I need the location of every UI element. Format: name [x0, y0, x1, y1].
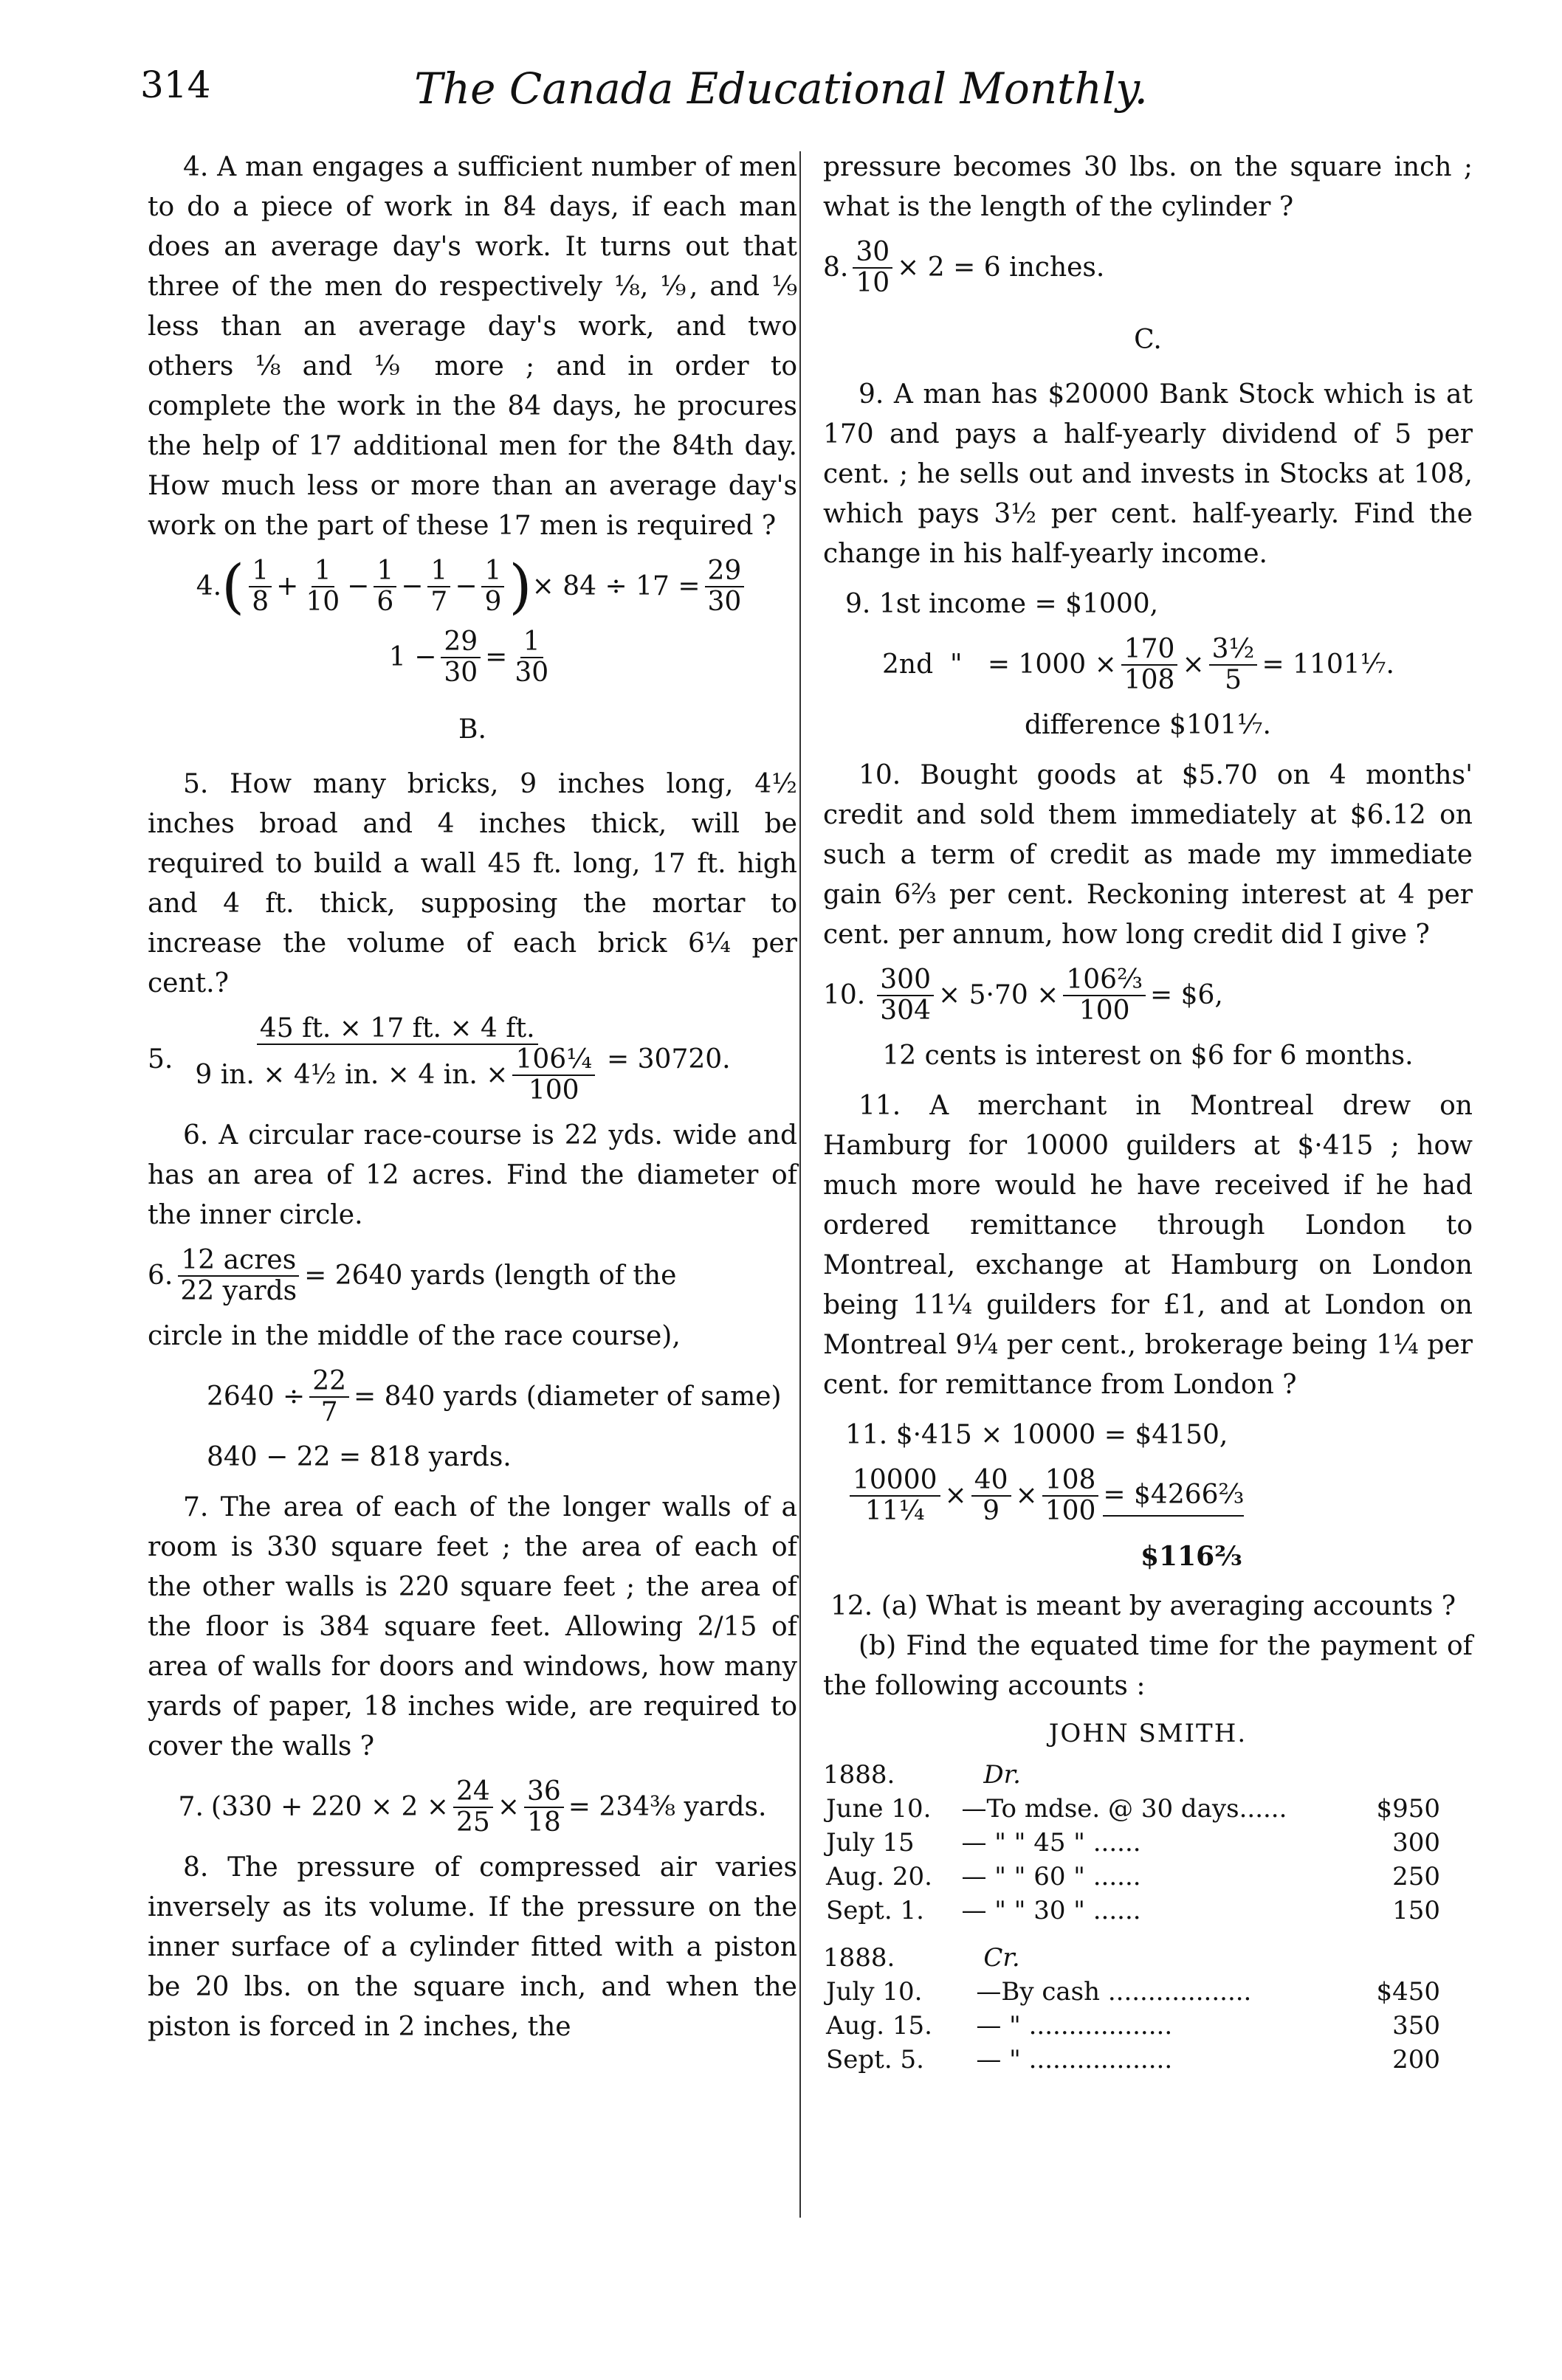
- sol-text: × 2 = 6 inches.: [897, 252, 1105, 283]
- open-paren: (: [221, 552, 245, 621]
- ledger-desc: — " ..................: [976, 2011, 1173, 2041]
- section-b-heading: B.: [458, 714, 486, 745]
- ledger-cr-label: Cr.: [983, 1943, 1020, 1973]
- ledger-amount: $450: [1376, 1977, 1440, 2007]
- fraction: $\frac{30}{10}$: [853, 238, 892, 298]
- fraction: $\frac{170}{108}$: [1121, 635, 1178, 695]
- problem-4: 4. A man engages a sufficient number of men to do a piece of work in 84 days, if each man does an average day's work. It turns out that three of the men do respectively ⅛, ⅑, and ⅑ less than an average day's work, and two others ⅛ and ⅑ more ; and in order to complete the work in the 84 days, he procures the help of 17 additional men for the 84th day. How much less or more than an average day's work on the part of these 17 men is required ?: [148, 152, 797, 541]
- sol-text: ×: [944, 1480, 967, 1511]
- sol-label: 6.: [148, 1260, 173, 1291]
- solution-9-line1: 9. 1st income = $1000,: [845, 589, 1159, 619]
- fraction: $\frac{29}{30}$: [705, 556, 745, 617]
- close-paren: ): [509, 552, 532, 621]
- sol-text: 2640 ÷: [207, 1382, 306, 1412]
- solution-6-line2: [148, 1367, 797, 1427]
- sol-text: =: [485, 642, 508, 672]
- solution-10: [823, 965, 1473, 1026]
- problem-12b: (b) Find the equated time for the payment of the following accounts :: [823, 1631, 1473, 1701]
- problem-10: 10. Bought goods at $5.70 on 4 months' credit and sold them immediately at $6.12 on such a term of credit as made my immediate gain 6⅔ per cent. Reckoning interest at 4 per cent. per annum, how long credit did I give ?: [823, 760, 1473, 950]
- ledger-desc: — " ..................: [976, 2045, 1173, 2074]
- ledger-amount: 200: [1392, 2045, 1440, 2074]
- fraction: $\frac{108}{100}$: [1042, 1466, 1099, 1526]
- sol-text: ×: [1015, 1480, 1038, 1511]
- ledger-debits-table: [823, 1792, 1443, 1928]
- page-number: 314: [140, 63, 211, 106]
- ledger-name: JOHN SMITH.: [1048, 1719, 1248, 1748]
- ledger-row: [823, 1894, 1443, 1928]
- solution-4-line2: [148, 627, 797, 688]
- sol-text: (330 + 220 × 2 ×: [210, 1792, 449, 1822]
- column-divider: [799, 151, 801, 2218]
- sol-text: = $6,: [1149, 980, 1223, 1010]
- problem-5: 5. How many bricks, 9 inches long, 4½ inches broad and 4 inches thick, will be required to build a wall 45 ft. long, 17 ft. high and 4 ft. thick, supposing the mortar to increase the volume of each brick 6¼ per cent.?: [148, 769, 797, 998]
- ledger-desc: — " " 45 " ......: [961, 1828, 1141, 1858]
- page-header: [0, 63, 1562, 123]
- fraction: $\frac{1}{8}$: [249, 556, 272, 617]
- problem-12a: 12. (a) What is meant by averaging accounts ?: [830, 1591, 1456, 1621]
- sol-text: × 5·70 ×: [937, 980, 1059, 1010]
- sol-text: = 2640 yards (length of the: [304, 1260, 677, 1291]
- ledger-row: [823, 2009, 1443, 2043]
- running-title: The Canada Educational Monthly.: [414, 63, 1148, 114]
- ledger-credits-table: [823, 1975, 1443, 2077]
- fraction: 45 ft. × 17 ft. × 4 ft. 9 in. × 4½ in. × 4 in. × $\frac{\text{106¼}}{100}$: [192, 1014, 602, 1106]
- ledger-desc: — " " 60 " ......: [961, 1862, 1141, 1891]
- fraction: $\frac{\text{3½}}{5}$: [1209, 635, 1258, 695]
- sol-text: 2nd " = 1000 ×: [882, 649, 1117, 680]
- solution-6-line1: [148, 1246, 797, 1306]
- sol-text: = 1101⅐.: [1262, 649, 1394, 680]
- solution-11-line2: [823, 1466, 1473, 1526]
- sol-label: 10.: [823, 980, 866, 1010]
- solution-10-note: 12 cents is interest on $6 for 6 months.: [882, 1041, 1414, 1071]
- ledger-year: 1888.: [823, 1760, 895, 1790]
- solution-5: [148, 1014, 797, 1106]
- ledger-desc: — " " 30 " ......: [961, 1896, 1141, 1925]
- ledger-amount: 250: [1392, 1862, 1440, 1891]
- fraction: $\frac{1}{6}$: [374, 556, 396, 617]
- ledger-row: [823, 1826, 1443, 1860]
- fraction: $\frac{36}{18}$: [524, 1777, 564, 1838]
- sol-text: = 234⅜ yards.: [568, 1792, 767, 1822]
- ledger-amount: 300: [1392, 1828, 1440, 1858]
- fraction: $\frac{1}{30}$: [515, 627, 549, 688]
- solution-11-line1: 11. $·415 × 10000 = $4150,: [845, 1420, 1228, 1450]
- solution-9-line2: [823, 635, 1473, 695]
- ledger-amount: 350: [1392, 2011, 1440, 2041]
- solution-9-difference: difference $101⅐.: [1024, 710, 1271, 740]
- sol-text: ×: [497, 1792, 520, 1822]
- ledger-desc: —To mdse. @ 30 days......: [961, 1794, 1287, 1824]
- ledger-desc: —By cash ..................: [976, 1977, 1252, 2007]
- ledger-debit-header: [823, 1758, 1473, 1792]
- problem-11: 11. A merchant in Montreal drew on Hamburg for 10000 guilders at $·415 ; how much more would he have received if he had ordered remittance through London to Montreal, exchange at Hamburg on London being 11¼ guilders for £1, and at London on Montreal 9¼ per cent., brokerage being 1¼ per cent. for remittance from London ?: [823, 1091, 1473, 1400]
- ledger-date: Sept. 5.: [826, 2045, 924, 2074]
- ledger-date: Sept. 1.: [826, 1896, 924, 1925]
- ledger-year: 1888.: [823, 1943, 895, 1973]
- sol-label: 5.: [148, 1044, 173, 1075]
- solution-11-difference: $116⅔: [1140, 1541, 1242, 1572]
- fraction: $\frac{1}{7}$: [427, 556, 450, 617]
- sol-text: 1 −: [388, 642, 437, 672]
- ledger-date: June 10.: [826, 1794, 932, 1824]
- fraction: $\frac{24}{25}$: [453, 1777, 493, 1838]
- fraction: $\frac{29}{30}$: [441, 627, 481, 688]
- sol-text: ×: [1182, 649, 1205, 680]
- solution-6-line3: 840 − 22 = 818 yards.: [207, 1442, 512, 1472]
- left-column: [148, 148, 797, 2047]
- section-c-heading: C.: [1134, 325, 1162, 355]
- ledger-amount: 150: [1392, 1896, 1440, 1925]
- ledger-date: July 15: [826, 1828, 915, 1858]
- fraction: $\frac{\text{12 acres}}{\text{22 yards}}$: [177, 1246, 300, 1306]
- ledger-dr-label: Dr.: [983, 1760, 1021, 1790]
- ledger-row: [823, 1860, 1443, 1894]
- ledger-row: [823, 2043, 1443, 2077]
- fraction: $\frac{\text{106⅔}}{100}$: [1063, 965, 1146, 1026]
- sol-label: 8.: [823, 252, 849, 283]
- fraction: $\frac{300}{304}$: [877, 965, 934, 1026]
- ledger-amount: $950: [1376, 1794, 1440, 1824]
- problem-6: 6. A circular race-course is 22 yds. wide and has an area of 12 acres. Find the diameter of the inner circle.: [148, 1120, 797, 1230]
- solution-6-cont: circle in the middle of the race course),: [148, 1321, 681, 1351]
- ledger-date: Aug. 20.: [826, 1862, 932, 1891]
- fraction: $\frac{40}{9}$: [971, 1466, 1011, 1526]
- problem-8-continued: pressure becomes 30 lbs. on the square inch ; what is the length of the cylinder ?: [823, 152, 1473, 222]
- sol-label: 7.: [178, 1792, 204, 1822]
- solution-7: [148, 1777, 797, 1838]
- problem-9: 9. A man has $20000 Bank Stock which is at 170 and pays a half-yearly dividend of 5 per cent. ; he sells out and invests in Stocks at 108, which pays 3½ per cent. half-yearly. Find the change in his half-yearly income.: [823, 379, 1473, 569]
- problem-8: 8. The pressure of compressed air varies inversely as its volume. If the pressure on the inner surface of a cylinder fitted with a piston be 20 lbs. on the square inch, and when the piston is forced in 2 inches, the: [148, 1852, 797, 2042]
- ledger-row: [823, 1975, 1443, 2009]
- fraction: $\frac{1}{10}$: [306, 556, 340, 617]
- ledger-date: Aug. 15.: [826, 2011, 932, 2041]
- problem-7: 7. The area of each of the longer walls of a room is 330 square feet ; the area of each of the other walls is 220 square feet ; the area of the floor is 384 square feet. Allowing 2/15 of area of walls for doors and windows, how many yards of paper, 18 inches wide, are required to cover the walls ?: [148, 1492, 797, 1762]
- ledger-date: July 10.: [826, 1977, 923, 2007]
- ledger-credit-header: [823, 1941, 1473, 1975]
- sol-text: × 84 ÷ 17 =: [531, 571, 701, 601]
- ledger: [823, 1717, 1473, 2077]
- fraction: $\frac{10000}{\text{11¼}}$: [850, 1466, 940, 1526]
- sol-label: 4.: [196, 571, 222, 601]
- sol-text: = $4266⅔: [1103, 1475, 1244, 1517]
- sol-text: = 840 yards (diameter of same): [354, 1382, 782, 1412]
- fraction: $\frac{1}{9}$: [481, 556, 504, 617]
- solution-8: [823, 238, 1473, 298]
- solution-4-line1: 4. ( $\frac{1}{8}$ + $\frac{1}{10}$ − $\frac{1}{6}$ − $\frac{1}{7}$ − $\frac{1}{9}$ ) × 84 ÷ 17 = $\frac{29}{30}$: [148, 556, 797, 617]
- fraction: $\frac{22}{7}$: [309, 1367, 349, 1427]
- right-column: [823, 148, 1473, 2077]
- ledger-row: [823, 1792, 1443, 1826]
- sol-text: = 30720.: [607, 1044, 731, 1075]
